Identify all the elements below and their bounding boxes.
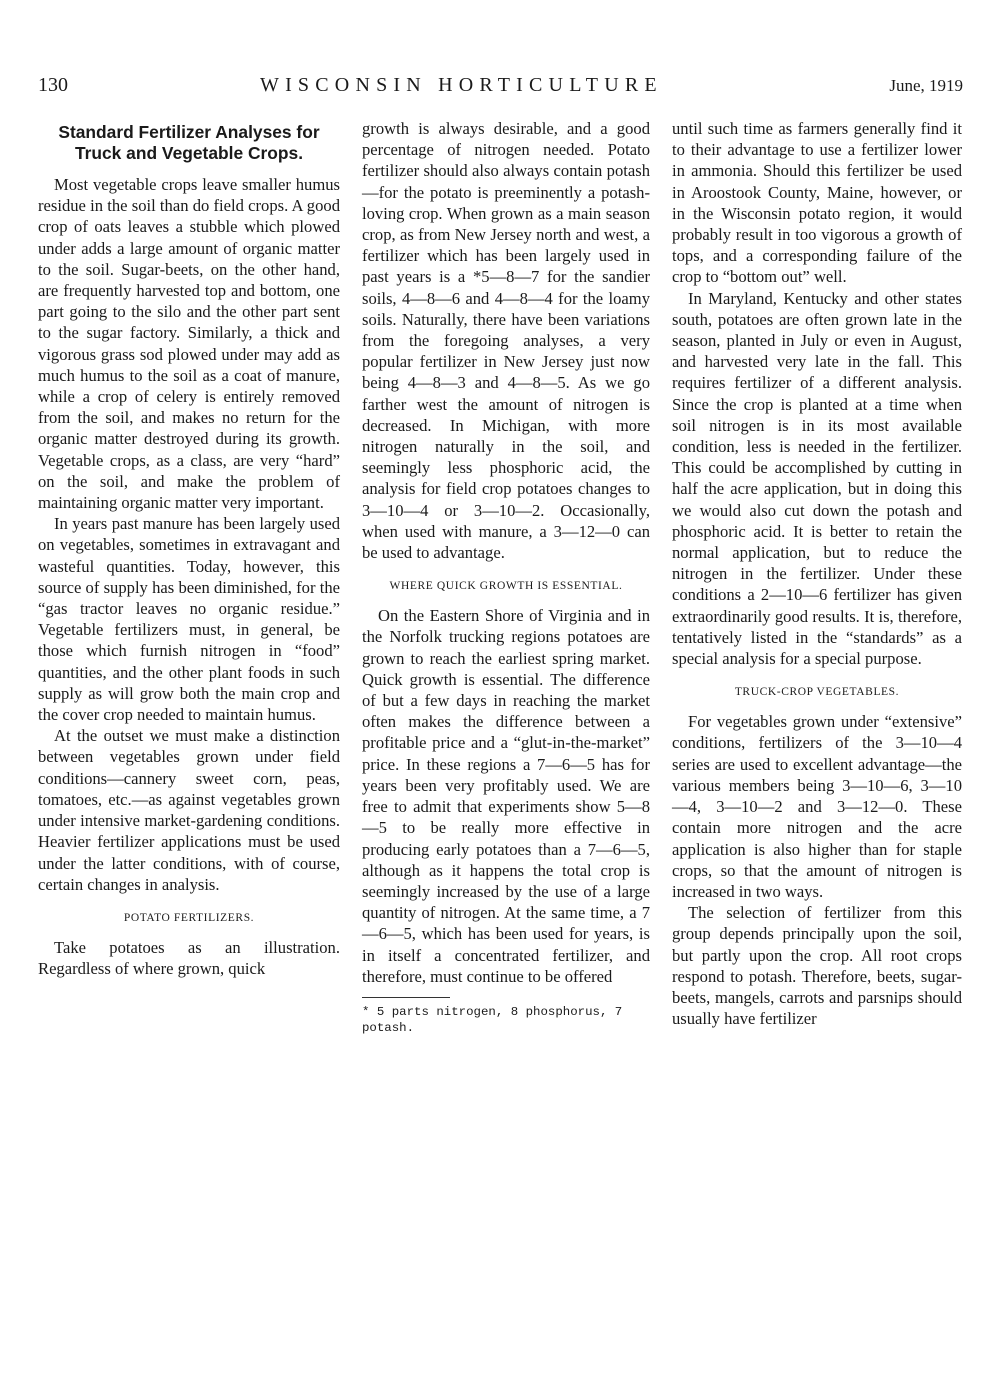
column-3 <box>672 118 962 1029</box>
paragraph: until such time as farmers generally find it to their advantage to use a fertilizer lower in ammonia. Should this fertilizer be used in Aroostook County, Maine, however, or in the Wisconsin potato region, it would probably result in too vigorous a growth of tops, and a corresponding failure of the crop to “bottom out” well. <box>672 119 962 287</box>
section-heading-potato: POTATO FERTILIZERS. <box>123 911 255 924</box>
issue-date: June, 1919 <box>889 76 963 95</box>
paragraph: Take potatoes as an illustration. Regardless of where grown, quick <box>38 937 340 979</box>
paragraph: Most vegetable crops leave smaller humus residue in the soil than do field crops. A good crop of oats leaves a stubble which plowed under adds a large amount of organic matter to the soil. Sugar-beets, on the other hand, are frequently harvested top and bottom, one part going to the silo and the other part sent to the sugar factory. Similarly, a thick and vigorous grass sod plowed under may add as much humus to the soil as a coat of manure, while a crop of celery is entirely removed from the soil, and makes no return for the organic matter destroyed during its growth. Vegetable crops, as a class, are very “hard” on the soil, and make the problem of maintaining organic matter very important. <box>38 175 340 513</box>
paragraph: At the outset we must make a distinction between vegetables grown under field conditions—cannery sweet corn, peas, tomatoes, etc.—as against vegetables grown under intensive market-gardening conditions. Heavier fertilizer applications must be used under the latter conditions, with of course, certain changes in analysis. <box>38 726 340 894</box>
paragraph: For vegetables grown under “extensive” conditions, fertilizers of the 3—10—4 series are used to excellent advantage—the various members being 3—10—6, 3—10—4, 3—10—2 and 3—12—0. These contain more nitrogen and the acre application is also higher than for staple crops, so that the amount of nitrogen is increased in two ways. <box>672 712 962 901</box>
page-number: 130 <box>38 74 68 96</box>
page-header <box>38 74 963 104</box>
journal-title: WISCONSIN HORTICULTURE <box>260 74 663 96</box>
section-heading-quick-growth: WHERE QUICK GROWTH IS ESSENTIAL. <box>389 580 623 593</box>
paragraph: In years past manure has been largely used on vegetables, sometimes in extravagant and wasteful quantities. Today, however, this source of supply has been diminished, for the “gas tractor leaves no organic residue.” Vegetable fertilizers must, in general, be those which furnish nitrogen in “food” quantities, and the other plant foods in such supply as will grow both the main crop and the cover crop needed to maintain humus. <box>38 514 340 725</box>
column-1 <box>38 118 340 979</box>
footnote-rule <box>362 997 450 998</box>
section-heading-truck-crop: TRUCK-CROP VEGETABLES. <box>734 686 900 699</box>
paragraph: The selection of fertilizer from this group depends principally upon the soil, but partly upon the crop. All root crops respond to potash. Therefore, beets, sugar-beets, mangels, carrots and parsnips should usually have fertilizer <box>672 903 962 1029</box>
paragraph: growth is always desirable, and a good percentage of nitrogen needed. Potato fertilizer should also always contain potash—for the potato is preeminently a potash-loving crop. When grown as a main season crop, as from New Jersey north and west, a fertilizer which has been largely used in past years is a *5—8—7 for the sandier soils, 4—8—6 and 4—8—4 for the loamy soils. Naturally, there have been variations from the foregoing analyses, a very popular fertilizer in New Jersey just now being 4—8—3 and 4—8—5. As we go farther west the amount of nitrogen is decreased. In Michigan, with more nitrogen naturally in the soil, and seemingly less phosphoric acid, the analysis for field crop potatoes changes to 3—10—4 or 3—10—2. Occasionally, when used with manure, a 3—12—0 can be used to advantage. <box>362 119 650 563</box>
paragraph: In Maryland, Kentucky and other states south, potatoes are often grown late in the season, planted in July or even in August, and harvested very late in the fall. This requires fertilizer of a different analysis. Since the crop is planted at a time when soil nitrogen is in its most available condition, less is needed in the fertilizer. This could be accomplished by cutting in half the acre application, but in doing this we would also cut down the potash and phosphoric acid. It is better to retain the normal application, but to reduce the nitrogen in the fertilizer. Under these conditions a 2—10—6 fertilizer has given extraordinarily good results. It is, therefore, tentatively listed in the “standards” as a special analysis for a special purpose. <box>672 288 962 669</box>
footnote: * 5 parts nitrogen, 8 phosphorus, 7 potash. <box>362 1004 623 1035</box>
article-title: Standard Fertilizer Analyses for Truck and Vegetable Crops. <box>58 122 320 163</box>
column-2 <box>362 118 650 1036</box>
paragraph: On the Eastern Shore of Virginia and in the Norfolk trucking regions potatoes are grown to reach the earliest spring market. Quick growth is essential. The difference of but a few days in reaching the market often makes the difference between a profitable price and a “glut-in-the-market” price. In these regions a 7—6—5 has for years been very profitably used. We are free to admit that experiments show 5—8—5 to be really more effective in producing early potatoes than a 7—6—5, although as it happens the total crop is seemingly increased by the use of a large quantity of nitrogen. At the same time, a 7—6—5, which has been used for years, is in itself a concentrated fertilizer, and therefore, must continue to be offered <box>362 606 650 986</box>
